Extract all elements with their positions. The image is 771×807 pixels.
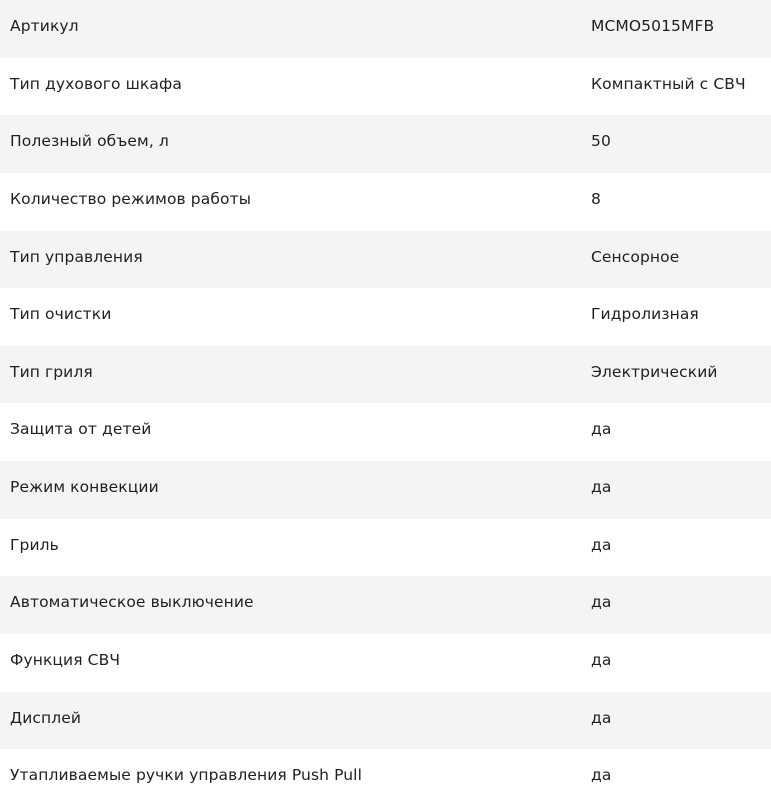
spec-label: Артикул [10, 17, 79, 35]
spec-row-auto-shutoff [0, 576, 771, 634]
spec-label: Режим конвекции [10, 478, 159, 497]
spec-value: Компактный с СВЧ [591, 74, 746, 93]
spec-row-display [0, 692, 771, 750]
spec-row-oven-type [0, 58, 771, 116]
spec-label: Тип гриля [10, 362, 93, 381]
spec-value: да [591, 651, 612, 670]
spec-row-article [0, 0, 771, 58]
spec-value: 50 [591, 132, 611, 151]
spec-value: Сенсорное [591, 247, 680, 266]
spec-value: MCMO5015MFB [591, 17, 715, 35]
spec-row-microwave [0, 634, 771, 692]
spec-value: да [591, 593, 612, 612]
spec-value: да [591, 420, 612, 439]
spec-row-modes-count [0, 173, 771, 231]
spec-value: Гидролизная [591, 305, 699, 324]
spec-row-control-type [0, 231, 771, 289]
spec-label: Автоматическое выключение [10, 593, 254, 612]
spec-value: да [591, 766, 612, 785]
spec-row-cleaning-type [0, 288, 771, 346]
spec-value: да [591, 478, 612, 497]
spec-label: Тип очистки [10, 305, 112, 324]
spec-label: Защита от детей [10, 420, 152, 439]
spec-row-grill-type [0, 346, 771, 404]
spec-value: Электрический [591, 362, 718, 381]
spec-label: Функция СВЧ [10, 651, 121, 670]
spec-row-push-pull-knobs [0, 749, 771, 807]
spec-label: Тип духового шкафа [10, 74, 182, 93]
spec-label: Полезный объем, л [10, 132, 169, 151]
spec-label: Тип управления [10, 247, 143, 266]
spec-row-grill [0, 519, 771, 577]
spec-row-convection [0, 461, 771, 519]
spec-value: да [591, 708, 612, 727]
spec-row-volume [0, 115, 771, 173]
spec-label: Гриль [10, 535, 59, 554]
spec-label: Дисплей [10, 708, 82, 727]
spec-label: Количество режимов работы [10, 189, 252, 208]
spec-row-child-lock [0, 403, 771, 461]
spec-label: Утапливаемые ручки управления Push Pull [10, 766, 362, 785]
spec-value: да [591, 535, 612, 554]
spec-value: 8 [591, 189, 601, 208]
